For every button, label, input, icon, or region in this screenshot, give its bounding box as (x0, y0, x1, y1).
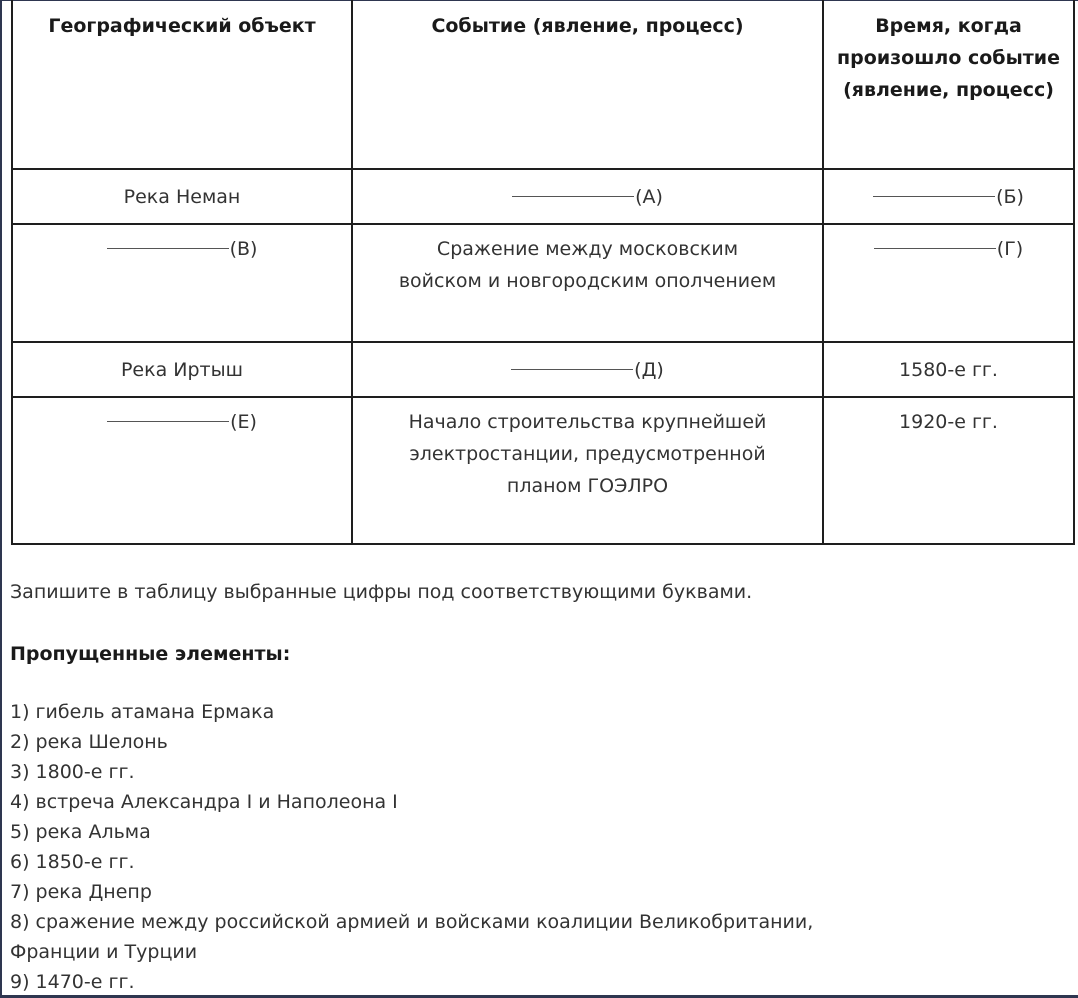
blank-letter: (Е) (230, 411, 257, 433)
header-event: Событие (явление, процесс) (352, 0, 823, 169)
options-title: Пропущенные элементы: (10, 643, 291, 665)
table-row (12, 342, 1074, 397)
list-item: 7) река Днепр (10, 881, 152, 903)
list-item: 2) река Шелонь (10, 731, 168, 753)
cell-time-blank-g (823, 224, 1074, 342)
header-time: Время, когда произошло событие (явление, процесс) (823, 0, 1074, 169)
list-item: 3) 1800-е гг. (10, 761, 135, 783)
blank-line (873, 195, 995, 197)
blank-line (107, 420, 229, 422)
table-row (12, 169, 1074, 224)
cell-object-blank-v (12, 224, 352, 342)
blank-line (512, 195, 634, 197)
cell-object-blank-e (12, 397, 352, 544)
list-item: 8) сражение между российской армией и войсками коалиции Великобритании, Франции и Турции (10, 911, 814, 963)
blank-letter: (В) (229, 238, 258, 260)
instruction-text: Запишите в таблицу выбранные цифры под соответствующими буквами. (10, 581, 753, 603)
cell-object: Река Неман (12, 169, 352, 224)
cell-time: 1580-е гг. (823, 342, 1074, 397)
cell-object: Река Иртыш (12, 342, 352, 397)
list-item: 9) 1470-е гг. (10, 971, 135, 993)
frame-left-border (0, 0, 2, 998)
table-row (12, 397, 1074, 544)
list-item: 6) 1850-е гг. (10, 851, 135, 873)
blank-letter: (Д) (634, 358, 664, 381)
blank-line (107, 247, 229, 249)
list-item: 5) река Альма (10, 821, 151, 843)
list-item: 1) гибель атамана Ермака (10, 701, 275, 723)
table-row (12, 224, 1074, 342)
blank-line (874, 247, 996, 249)
blank-letter: (Г) (996, 238, 1024, 260)
header-geographic-object: Географический объект (12, 0, 352, 169)
cell-event: Начало строительства крупнейшей электростанции, предусмотренной планом ГОЭЛРО (352, 397, 823, 544)
cell-event-blank-d (352, 342, 823, 397)
task-table (11, 0, 1075, 545)
options-list (10, 697, 1010, 997)
cell-event: Сражение между московским войском и новгородским ополчением (352, 224, 823, 342)
blank-letter: (Б) (996, 185, 1024, 208)
list-item: 4) встреча Александра I и Наполеона I (10, 791, 398, 813)
cell-time: 1920-е гг. (823, 397, 1074, 544)
table-header-row (12, 0, 1074, 169)
blank-line (511, 368, 633, 370)
cell-time-blank-b (823, 169, 1074, 224)
blank-letter: (А) (635, 185, 663, 208)
cell-event-blank-a (352, 169, 823, 224)
